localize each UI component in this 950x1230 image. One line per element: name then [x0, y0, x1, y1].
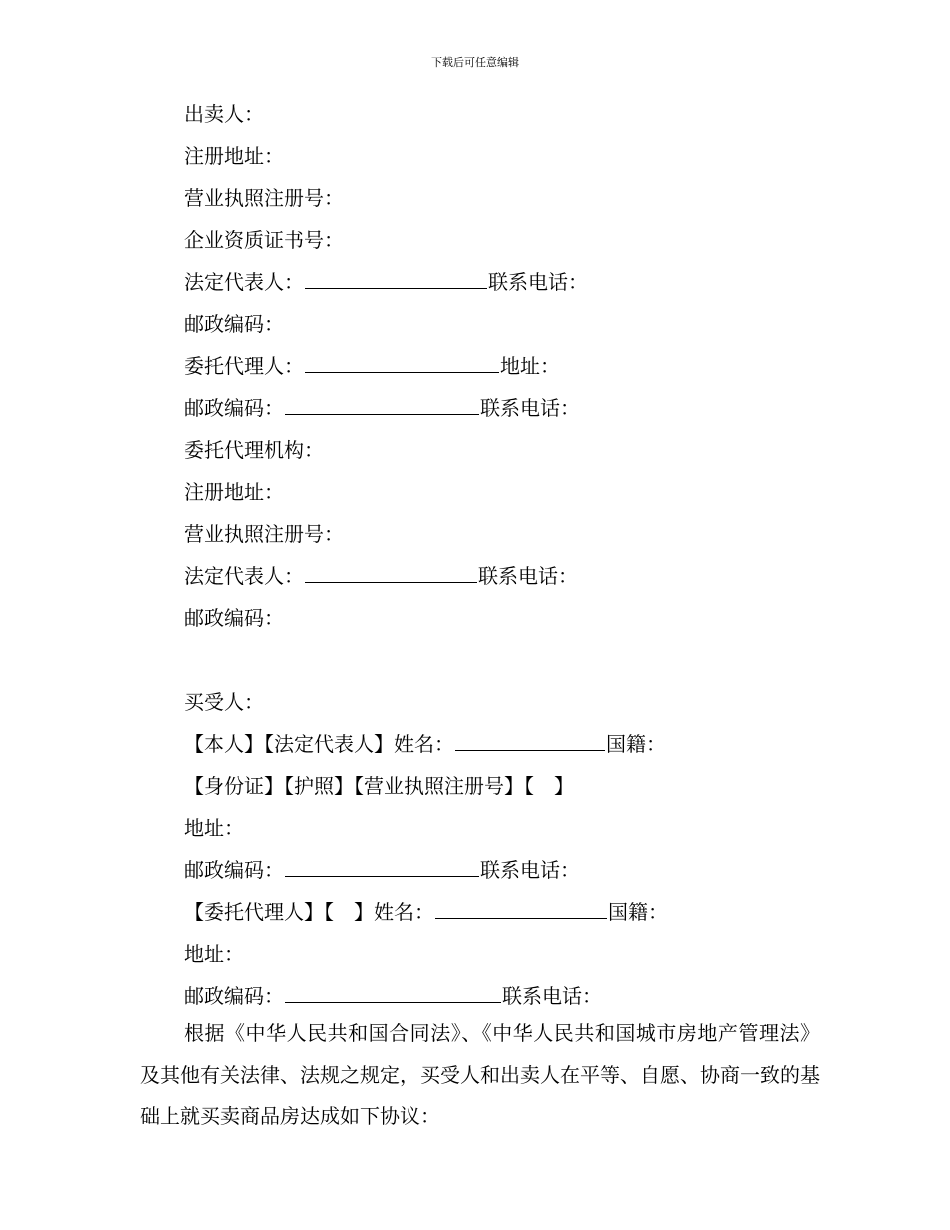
- seller-postcode: 邮政编码：: [184, 312, 284, 336]
- seller-title: 出卖人：: [184, 102, 264, 126]
- seller-license-no: 营业执照注册号：: [184, 186, 344, 210]
- seller-agent-postcode-label: 邮政编码：: [184, 396, 284, 420]
- seller-agency-reg-address: 注册地址：: [184, 480, 284, 504]
- buyer-agent-address: 地址：: [184, 942, 244, 966]
- buyer-postcode-line: [184, 856, 580, 884]
- seller-agency-legal-rep-line: [184, 562, 578, 590]
- seller-agent-postcode-blank[interactable]: [285, 394, 479, 415]
- seller-agent-label: 委托代理人：: [184, 354, 304, 378]
- buyer-agent-name-blank[interactable]: [435, 898, 607, 919]
- buyer-name-blank[interactable]: [455, 730, 605, 751]
- seller-agency: 委托代理机构：: [184, 438, 324, 462]
- buyer-address: 地址：: [184, 816, 244, 840]
- seller-agency-legal-rep-blank[interactable]: [305, 562, 477, 583]
- buyer-person-label: 【本人】【法定代表人】姓名：: [184, 732, 454, 756]
- buyer-postcode-label: 邮政编码：: [184, 858, 284, 882]
- buyer-person-line: [184, 730, 666, 758]
- buyer-id-types: 【身份证】【护照】【营业执照注册号】【 】: [184, 774, 574, 798]
- seller-legal-rep-line: [184, 268, 588, 296]
- seller-agent-blank[interactable]: [305, 352, 499, 373]
- seller-legal-rep-label: 法定代表人：: [184, 270, 304, 294]
- buyer-agent-phone-label: 联系电话：: [502, 984, 602, 1008]
- buyer-agent-postcode-label: 邮政编码：: [184, 984, 284, 1008]
- buyer-agent-label: 【委托代理人】【 】姓名：: [184, 900, 434, 924]
- seller-agency-postcode: 邮政编码：: [184, 606, 284, 630]
- buyer-postcode-blank[interactable]: [285, 856, 479, 877]
- seller-agency-legal-rep-phone-label: 联系电话：: [478, 564, 578, 588]
- header-note: 下载后可任意编辑: [431, 56, 519, 69]
- buyer-agent-postcode-line: [184, 982, 602, 1010]
- buyer-agent-line: [184, 898, 668, 926]
- seller-agent-line: [184, 352, 560, 380]
- buyer-agent-postcode-blank[interactable]: [285, 982, 501, 1003]
- seller-legal-rep-phone-label: 联系电话：: [488, 270, 588, 294]
- seller-agency-license-no: 营业执照注册号：: [184, 522, 344, 546]
- buyer-phone-label: 联系电话：: [480, 858, 580, 882]
- seller-agency-legal-rep-label: 法定代表人：: [184, 564, 304, 588]
- buyer-agent-nationality-label: 国籍：: [608, 900, 668, 924]
- seller-agent-address-label: 地址：: [500, 354, 560, 378]
- seller-agent-postcode-line: [184, 394, 580, 422]
- seller-qualification-no: 企业资质证书号：: [184, 228, 344, 252]
- buyer-nationality-label: 国籍：: [606, 732, 666, 756]
- seller-legal-rep-blank[interactable]: [305, 268, 487, 289]
- seller-reg-address: 注册地址：: [184, 144, 284, 168]
- buyer-title: 买受人：: [184, 690, 264, 714]
- seller-agent-phone-label: 联系电话：: [480, 396, 580, 420]
- agreement-paragraph: 根据《中华人民共和国合同法》、《中华人民共和国城市房地产管理法》及其他有关法律、法规之规定，买受人和出卖人在平等、自愿、协商一致的基础上就买卖商品房达成如下协议：: [140, 1021, 820, 1128]
